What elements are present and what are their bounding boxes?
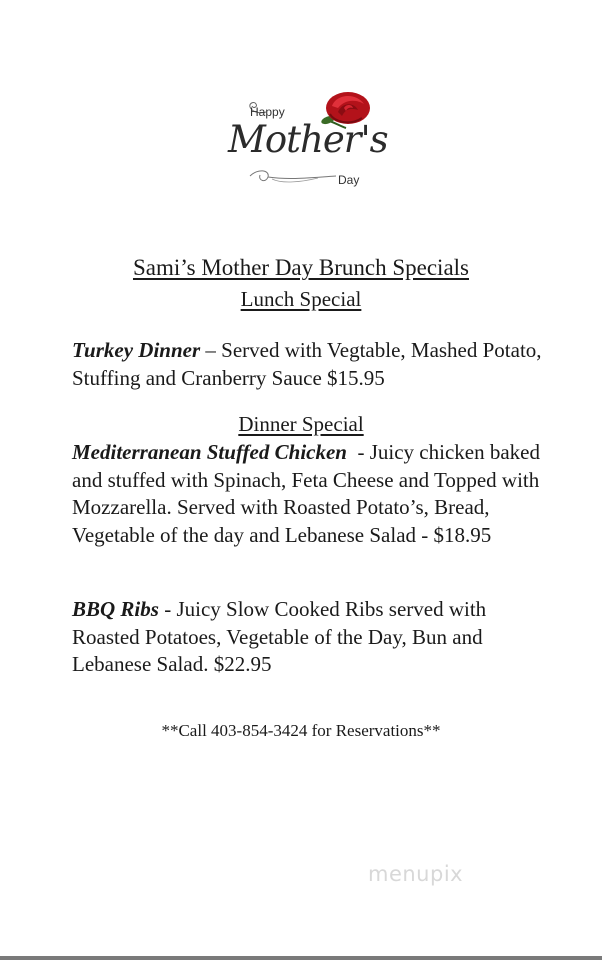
menu-item-ribs [72, 596, 542, 679]
item-name: BBQ Ribs [72, 597, 159, 621]
reservation-call: **Call 403-854-3424 for Reservations** [161, 721, 441, 740]
item-name: Turkey Dinner [72, 338, 201, 362]
item-description: – Served with Vegtable, Mashed Potato, Stuffing and Cranberry Sauce $15.95 [72, 338, 542, 390]
lunch-special-heading: Lunch Special [240, 287, 362, 311]
watermark: menupix [368, 862, 464, 886]
logo-happy: Happy [250, 105, 285, 119]
dinner-special-heading: Dinner Special [238, 412, 364, 436]
page-title: Sami’s Mother Day Brunch Specials [132, 255, 469, 280]
mothers-day-logo [220, 88, 390, 198]
menu-item-chicken [72, 439, 546, 549]
flourish-icon [248, 166, 338, 186]
logo-mothers: Mother's [228, 118, 388, 161]
item-description: - Juicy Slow Cooked Ribs served with Roasted Potatoes, Vegetable of the Day, Bun and Lebanese Salad. $22.95 [72, 597, 487, 676]
bottom-divider [0, 956, 602, 960]
item-name: Mediterranean Stuffed Chicken [72, 440, 347, 464]
item-description: - Juicy chicken baked and stuffed with Spinach, Feta Cheese and Topped with Mozzarella. Served with Roasted Potato’s, Bread, Vegetable of the day and Lebanese Salad - $18.95 [72, 440, 546, 547]
menu-item-turkey [72, 337, 542, 392]
logo-day: Day [338, 173, 360, 187]
